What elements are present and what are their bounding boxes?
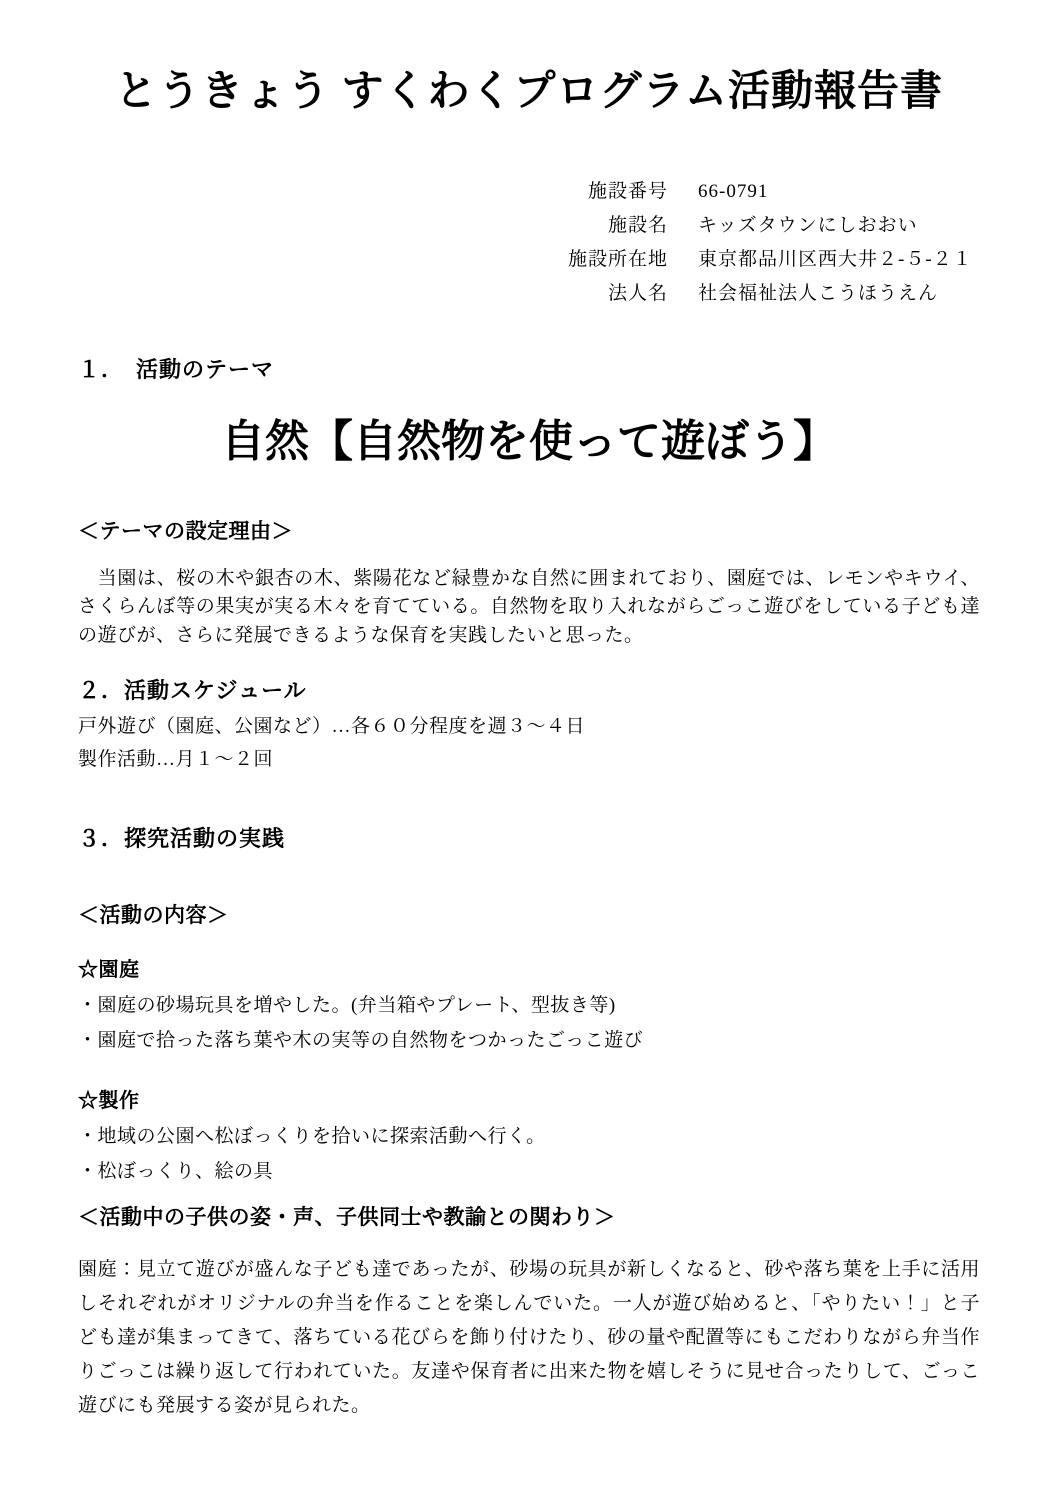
schedule-outdoor-line: 戸外遊び（園庭、公園など）…各６０分程度を週３～４日 [78,716,586,737]
facility-name-value: キッズタウンにしおおい [698,214,918,236]
facility-row [480,243,980,277]
garden-item: ・園庭で拾った落ち葉や木の実等の自然物をつかったごっこ遊び [78,1030,644,1051]
theme-reason-heading: ＜テーマの設定理由＞ [78,518,293,543]
section-3-practice-heading: ３．探究活動の実践 [78,826,286,851]
document-title: とうきょう すくわくプログラム活動報告書 [114,69,944,115]
facility-address-value: 東京都品川区西大井２-５-２１ [698,248,973,270]
children-involvement-paragraph: 園庭：見立て遊びが盛んな子ども達であったが、砂場の玩具が新しくなると、砂や落ち葉を上手に活用しそれぞれがオリジナルの弁当を作ることを楽しんでいた。一人が遊び始めると、「やりたい！」と子ども達が集まってきて、落ちている花びらを飾り付けたり、砂の量や配置等にもこだわりながら弁当作りごっこは繰り返して行われていた。友達や保育者に出来た物を嬉しそうに見せ合ったりして、ごっこ遊びにも発展する姿が見られた。 [78,1259,980,1416]
corporation-name-label: 法人名 [607,282,668,304]
craft-subsection-heading: ☆製作 [78,1090,140,1112]
corporation-name-value: 社会福祉法人こうほうえん [698,282,939,304]
facility-row [480,209,980,243]
craft-item: ・地域の公園へ松ぼっくりを拾いに探索活動へ行く。 [78,1126,546,1147]
facility-info-table [480,175,980,311]
craft-item: ・松ぼっくり、絵の具 [78,1161,274,1182]
facility-number-value: 66-0791 [698,180,769,202]
facility-name-label: 施設名 [607,214,668,236]
schedule-craft-line: 製作活動…月１～２回 [78,749,274,770]
activity-theme-title: 自然【自然物を使って遊ぼう】 [221,416,837,466]
theme-reason-paragraph: 当園は、桜の木や銀杏の木、紫陽花など緑豊かな自然に囲まれており、園庭では、レモンやキウイ、さくらんぼ等の果実が実る木々を育てている。自然物を取り入れながらごっこ遊びをしている子ども達の遊びが、さらに発展できるような保育を実践したいと思った。 [78,567,980,646]
garden-subsection-heading: ☆園庭 [78,959,140,981]
section-2-schedule-heading: ２．活動スケジュール [78,678,307,703]
facility-number-label: 施設番号 [587,180,668,202]
garden-item: ・園庭の砂場玩具を増やした。(弁当箱やプレート、型抜き等) [78,995,616,1016]
activity-content-heading: ＜活動の内容＞ [78,903,229,927]
section-1-theme-heading: １． 活動のテーマ [78,356,275,382]
facility-row [480,175,980,209]
children-involvement-heading: ＜活動中の子供の姿・声、子供同士や教諭との関わり＞ [78,1205,616,1229]
facility-row [480,277,980,311]
facility-address-label: 施設所在地 [567,248,668,270]
